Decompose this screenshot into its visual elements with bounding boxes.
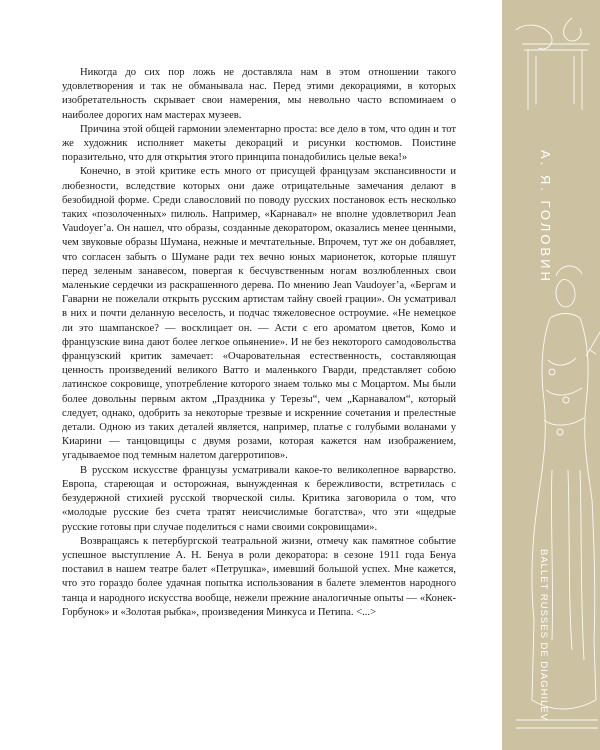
decorative-side-strip	[502, 0, 600, 750]
costume-illustration	[502, 0, 600, 750]
book-title-label: BALLET RUSSES DE DIAGHILEV	[538, 548, 549, 722]
paragraph: Никогда до сих пор ложь не доставляла нам в этом отношении такого удовлетворения и так не обманывала нас. Перед этими декорациями, в которых изобретательность скрывает свои намерения, мы невольно часто вспоминаем о наиболее дорогих нам мастерах музеев.	[62, 67, 456, 121]
paragraph: Конечно, в этой критике есть много от присущей французам экспансивности и любезности, вследствие которых они даже отрицательные замечания делают в безобидной форме. Среди славословий по поводу русских постановок есть несколько таких «позолоченных» пилюль. Например, «Карнавал» не вполне удовлетворил Jean Vaudoyer’а. Он нашел, что образы, созданные декоратором, оказались менее ценными, чем звуковые образы Шумана, нежные и мечтательные. Впрочем, тут же он добавляет, что согласен забыть о Шумане ради тех вечно юных марионеток, которые пляшут перед зеленым занавесом, повергая к бесчувственным ногам возлюбленных свои маленькие сердечки из раскрашенного дерева. По мнению Jean Vaudoyer’а, «Бергам и Гаварни не пожелали открыть русским артистам тайну своей грации». Он усматривал в них и почти деланную веселость, и подчас тяжеловесное остроумие. «Не немецкое ли это шампанское? — восклицает он. — Асти с его ароматом цветов, Комо и французские вина дают более легкое опьянение». И не без некоторого самодовольства французский критик замечает: «Очаровательная естественность, составляющая ценность произведений великого Ватто и маленького Гварди, представляет собою латинское сокровище, употребление которого знаем только мы с Моцартом. Мы были более довольны первым актом „Праздника у Терезы“, чем „Карнавалом“, который следует, однако, одобрить за некоторые трезвые и искренние сочетания и прелестные детали. Одною из таких деталей является, например, платье с голубыми воланами у Киарини — танцовщицы с двумя розами, которая кажется нам изображением, угадываемое под темным налетом дагерротипов».	[62, 166, 456, 462]
paragraph: Причина этой общей гармонии элементарно проста: все дело в том, что один и тот же художник исполняет макеты декораций и рисунки костюмов. Поистине поразительно, что для открытия этого принципа понадобились целые века!»	[62, 123, 456, 164]
author-label: А. Я. ГОЛОВИН	[538, 150, 553, 284]
text-column	[62, 66, 456, 620]
paragraph: В русском искусстве французы усматривали какое-то великолепное варварство. Европа, стареющая и осторожная, вынужденная к бережливости, встретилась с безудержной стихией русской творческой силы. Критика заговорила о том, что «молодые русские без счета тратят неисчислимые богатства», что эти «щедрые русские готовы при случае поделиться с нами своими сокровищами».	[62, 464, 456, 533]
paragraph: Возвращаясь к петербургской театральной жизни, отмечу как памятное событие успешное выступление А. Н. Бенуа в роли декоратора: в сезоне 1911 года Бенуа поставил в нашем театре балет «Петрушка», имевший большой успех. Мне кажется, что это гораздо более удачная попытка использования в балете элементов народного танца и народного искусства вообще, нежели прежние аналогичные опыты — «Конек-Горбунок» и «Золотая рыбка», произведения Минкуса и Петипа. <...>	[62, 535, 456, 618]
